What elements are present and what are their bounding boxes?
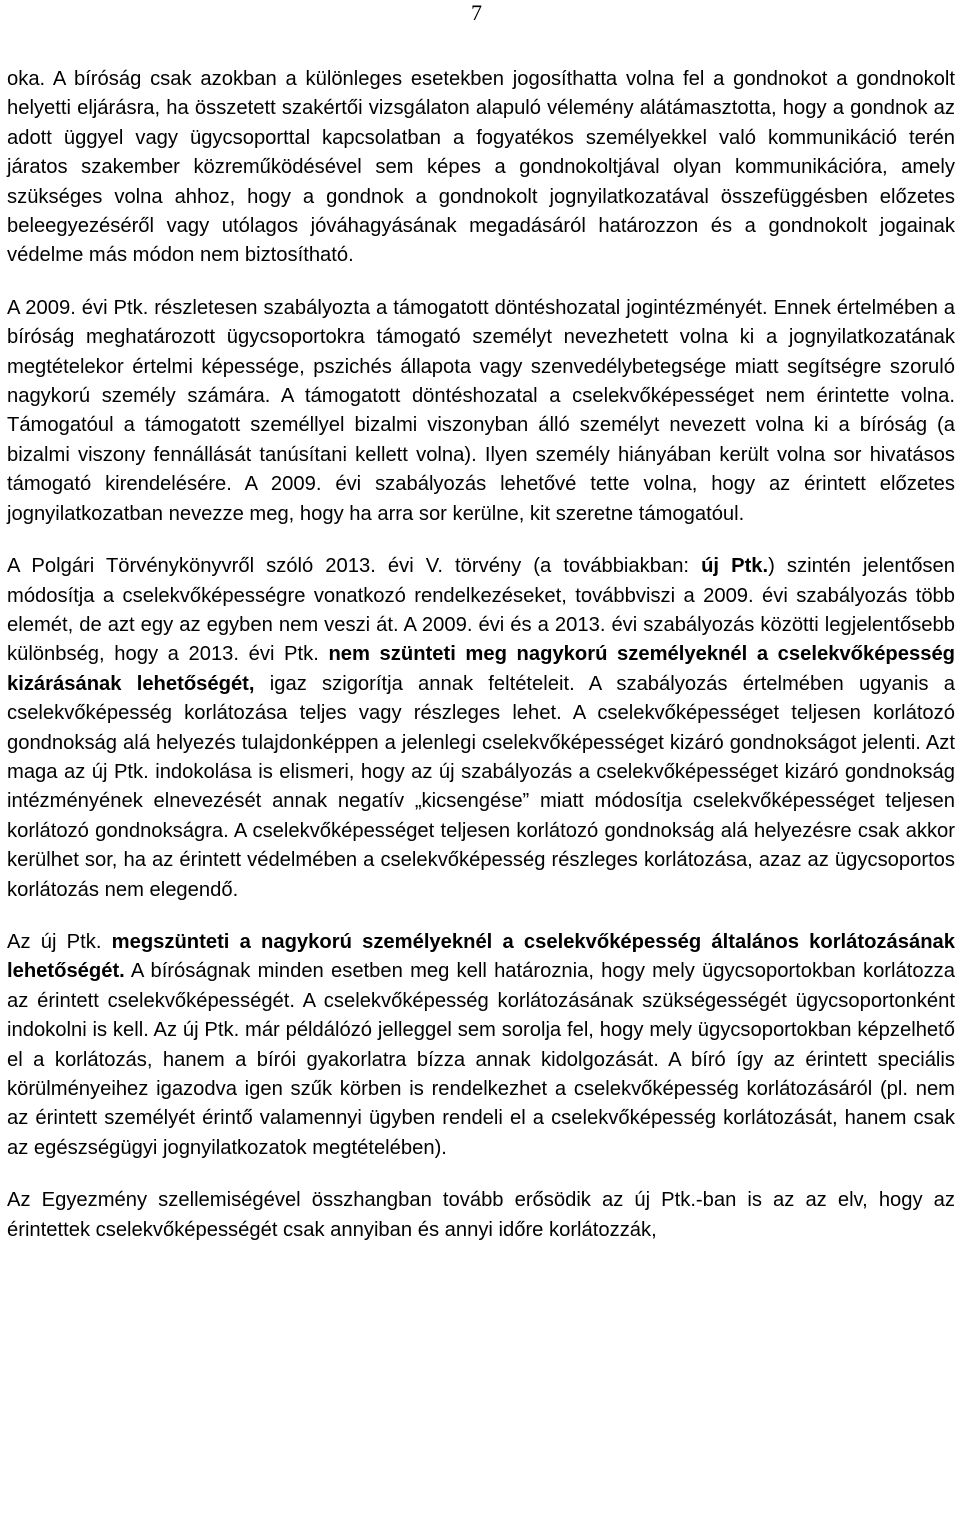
paragraph: Az Egyezmény szellemiségével összhangban tovább erősödik az új Ptk.-ban is az az elv, hogy az érintettek cselekvőképességét csak annyiban és annyi időre korlátozzák, [7, 1189, 955, 1241]
document-body [7, 65, 955, 1245]
paragraph: oka. A bíróság csak azokban a különleges esetekben jogosíthatta volna fel a gondnokot a gondnokolt helyetti eljárásra, ha összetett szakértői vizsgálaton alapuló vélemény alátámasztotta, hogy a gondnok az adott üggyel vagy ügycsoporttal kapcsolatban a fogyatékos személyekkel való kommunikáció terén járatos szakember közreműködésével sem képes a gondnokoltjával olyan kommunikációra, amely szükséges volna ahhoz, hogy a gondnok a gondnokolt jognyilatkozatával összefüggésben előzetes beleegyezéséről vagy utólagos jóváhagyásának megadásáról határozzon és a gondnokolt jogainak védelme más módon nem biztosítható. [7, 68, 955, 267]
text-run: igaz szigorítja annak feltételeit. A szabályozás értelmében ugyanis a cselekvőképesség korlátozása teljes vagy részleges lehet. A cselekvőképességet teljesen korlátozó gondnokság alá helyezés tulajdonképpen a jelenlegi cselekvőképességet kizáró gondnokságot jelenti. Azt maga az új Ptk. indokolása is elismeri, hogy az új szabályozás a cselekvőképességet kizáró gondnokság intézményének elnevezését annak negatív „kicsengése” miatt módosítja cselekvőképességet teljesen korlátozó gondnokságra. A cselekvőképességet teljesen korlátozó gondnokság alá helyezésre csak akkor kerülhet sor, ha az érintett védelmében a cselekvőképesség részleges korlátozása, azaz az ügycsoportos korlátozás nem elegendő. [7, 672, 955, 901]
bold-text-run: nem szünteti meg nagykorú személyeknél a cselekvőképesség kizárásának lehetőségét, [7, 643, 956, 695]
paragraph [7, 552, 955, 905]
paragraph: A 2009. évi Ptk. részletesen szabályozta a támogatott döntéshozatal jogintézményét. Ennek értelmében a bíróság meghatározott ügycsoportokra támogató személyt nevezhetett volna ki a jognyilatkozatának megtételekor értelmi képessége, pszichés állapota vagy szenvedélybetegsége miatt segítségre szoruló nagykorú személy számára. A támogatott döntéshozatal a cselekvőképességet nem érintette volna. Támogatóul a támogatott személlyel bizalmi viszonyban álló személyt nevezett volna ki a bíróság (a bizalmi viszony fennállását tanúsítani kellett volna). Ilyen személy hiányában került volna sor hivatásos támogató kirendelésére. A 2009. évi szabályozás lehetővé tette volna, hogy az érintett előzetes jognyilatkozatban nevezze meg, hogy ha arra sor kerülne, kit szeretne támogatóul. [7, 296, 955, 525]
page-number: 7 [471, 0, 482, 25]
bold-text-run: megszünteti a nagykorú személyeknél a cselekvőképesség általános korlátozásának lehetőségét. [7, 930, 955, 983]
paragraph [7, 928, 955, 1163]
text-run: A Polgári Törvénykönyvről szóló 2013. évi V. törvény (a továbbiakban: [7, 555, 702, 578]
text-run: Az új Ptk. [7, 930, 112, 953]
text-run: A bíróságnak minden esetben meg kell határoznia, hogy mely ügycsoportokban korlátozza az érintett cselekvőképességét. A cselekvőképesség korlátozásának szükségességét ügycsoportonként indokolni is kell. Az új Ptk. már példálózó jelleggel sem sorolja fel, hogy mely ügycsoportokban képzelhető el a korlátozás, hanem a bírói gyakorlatra bízza annak kidolgozását. A bíró így az érintett speciális körülményeihez igazodva igen szűk körben is rendelkezhet a cselekvőképesség korlátozásáról (pl. nem az érintett személyét érintő valamennyi ügyben rendeli el a cselekvőképesség korlátozását, hanem csak az egészségügyi jognyilatkozatok megtételében). [7, 960, 955, 1159]
bold-text-run: új Ptk. [701, 555, 769, 578]
text-run: ) szintén jelentősen módosítja a cselekvőképességre vonatkozó rendelkezéseket, továbbviszi a 2009. évi szabályozás több elemét, de azt egy az egyben nem veszi át. A 2009. évi és a 2013. évi szabályozás közötti legjelentősebb különbség, hogy a 2013. évi Ptk. [7, 555, 955, 666]
